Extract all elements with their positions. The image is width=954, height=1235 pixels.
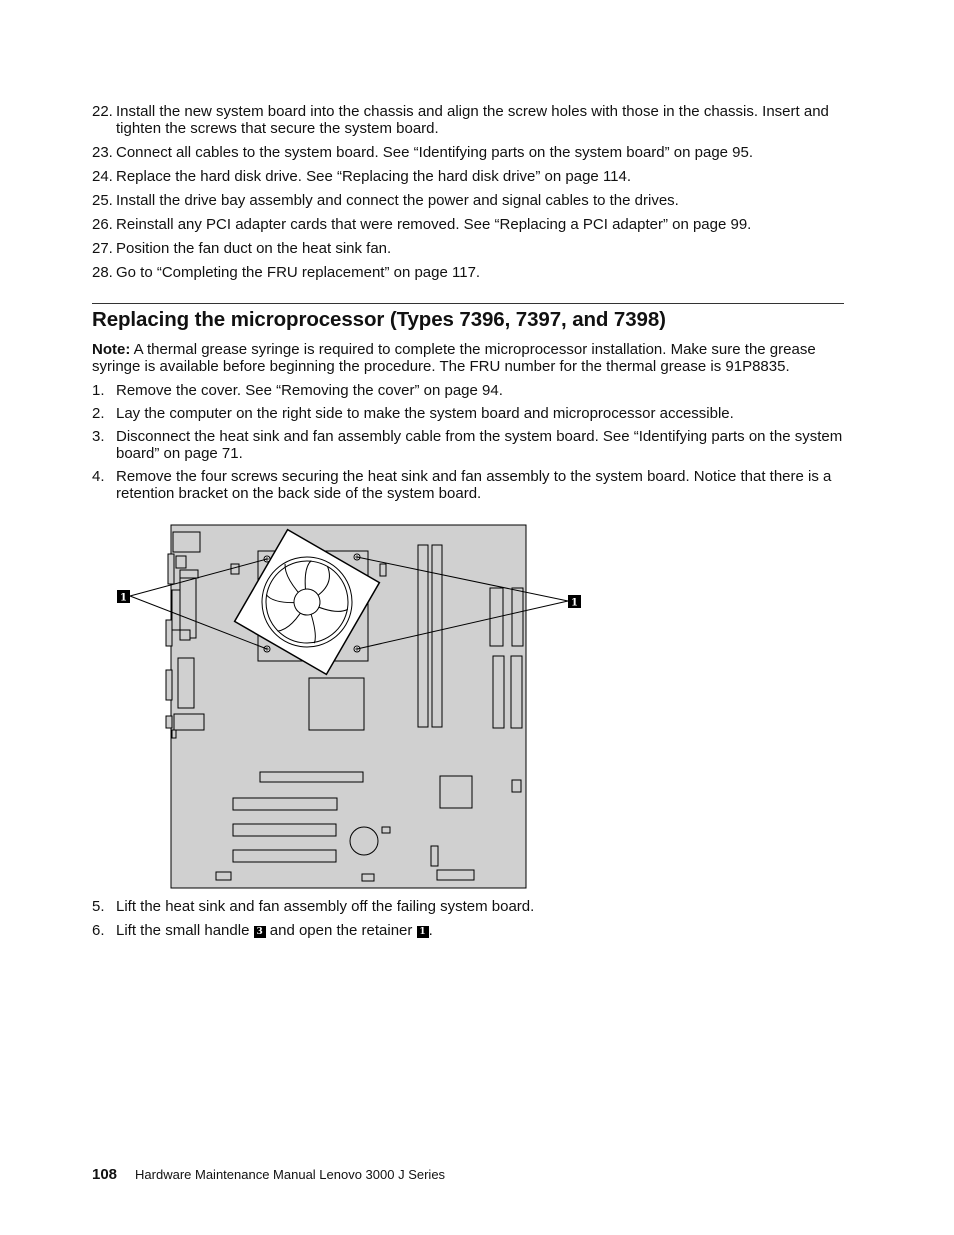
bottom-header: [216, 872, 231, 880]
pci-slot: [233, 850, 336, 862]
step-text-a: Lift the small handle: [116, 922, 250, 939]
front-panel-header: [431, 846, 438, 866]
step-text: Lay the computer on the right side to make the system board and microprocessor accessible.: [116, 405, 734, 422]
callout-badge: 1: [417, 926, 429, 938]
step-text: Remove the four screws securing the heat sink and fan assembly to the system board. Notice that there is a retention bracket on the back side of the system board.: [116, 468, 832, 502]
callout-badge: 3: [254, 926, 266, 938]
step-number: 28.: [92, 264, 113, 281]
step-number: 26.: [92, 216, 113, 233]
step-number: 24.: [92, 168, 113, 185]
rear-connector: [174, 714, 204, 730]
system-board-figure: [110, 520, 590, 892]
footer-title: Hardware Maintenance Manual Lenovo 3000 J Series: [135, 1167, 446, 1182]
list-item: [92, 898, 852, 915]
list-item: [92, 192, 852, 209]
pci-slot: [233, 824, 336, 836]
step-number: 3.: [92, 428, 105, 445]
list-item: [92, 144, 852, 161]
bottom-header: [437, 870, 474, 880]
page-number: 108: [92, 1166, 118, 1183]
step-text: Lift the heat sink and fan assembly off the failing system board.: [116, 898, 535, 915]
rear-connector: [166, 620, 172, 646]
step-text: Reinstall any PCI adapter cards that were removed. See “Replacing a PCI adapter” on page 99.: [116, 216, 752, 233]
rear-connector: [172, 590, 180, 630]
rear-connector: [180, 578, 196, 638]
list-item: [92, 922, 852, 939]
callout-right: 1: [571, 597, 578, 609]
rear-connector: [176, 556, 186, 568]
rear-connector: [173, 532, 200, 552]
step-number: 27.: [92, 240, 113, 257]
step-number: 23.: [92, 144, 113, 161]
step-number: 2.: [92, 405, 105, 422]
steps-list-mid: [92, 382, 852, 508]
drive-connector: [512, 588, 523, 646]
rear-connector: [166, 716, 172, 728]
small-header: [231, 564, 239, 574]
note-label: Note:: [92, 341, 131, 358]
memory-slot: [432, 545, 442, 727]
list-item: [92, 264, 852, 281]
chipset: [440, 776, 472, 808]
step-number: 6.: [92, 922, 105, 939]
rear-connector: [178, 658, 194, 708]
step-number: 25.: [92, 192, 113, 209]
small-header: [380, 564, 386, 576]
note-text: A thermal grease syringe is required to complete the microprocessor installation. Make sure the grease syringe is available before beginning the procedure. The FRU number for the thermal grease is 91P8835.: [92, 341, 816, 375]
list-item: [92, 240, 852, 257]
small-jumper: [382, 827, 390, 833]
drive-connector: [511, 656, 522, 728]
step-number: 22.: [92, 103, 113, 120]
step-text: Install the new system board into the chassis and align the screw holes with those in the chassis. Insert and tighten the screws that secure the system board.: [116, 103, 829, 137]
bottom-header: [362, 874, 374, 881]
step-text: Position the fan duct on the heat sink fan.: [116, 240, 392, 257]
step-text: Replace the hard disk drive. See “Replacing the hard disk drive” on page 114.: [116, 168, 632, 185]
cpu-socket: [309, 678, 364, 730]
step-text-b: and open the retainer: [269, 922, 413, 939]
rear-connector: [168, 554, 174, 584]
step-number: 4.: [92, 468, 105, 485]
note-paragraph: [92, 341, 852, 375]
rear-connector: [166, 670, 172, 700]
page-footer: [92, 1166, 445, 1183]
section-heading: Replacing the microprocessor (Types 7396, 7397, and 7398): [92, 308, 666, 331]
step-text: Disconnect the heat sink and fan assembly cable from the system board. See “Identifying parts on the system board” on page 71.: [116, 428, 843, 462]
list-item: [92, 428, 852, 462]
steps-list-top: [92, 103, 852, 288]
list-item: [92, 382, 852, 399]
step-text: Install the drive bay assembly and connect the power and signal cables to the drives.: [116, 192, 679, 209]
list-item: [92, 216, 852, 233]
step-text-c: .: [428, 922, 433, 939]
rear-connector: [172, 730, 176, 738]
step-text: Remove the cover. See “Removing the cover” on page 94.: [116, 382, 503, 399]
step-number: 1.: [92, 382, 105, 399]
list-item: [92, 405, 852, 422]
list-item: [92, 103, 852, 137]
battery: [350, 827, 378, 855]
section-divider: [92, 303, 844, 304]
memory-slot: [418, 545, 428, 727]
step-number: 5.: [92, 898, 105, 915]
list-item: [92, 168, 852, 185]
pci-express-slot: [260, 772, 363, 782]
list-item: [92, 468, 852, 502]
drive-connector: [493, 656, 504, 728]
step-text: Connect all cables to the system board. See “Identifying parts on the system board” on page 95.: [116, 144, 754, 161]
step-text: Go to “Completing the FRU replacement” on page 117.: [116, 264, 481, 281]
rear-connector: [180, 570, 198, 578]
rear-connector: [180, 630, 190, 640]
steps-list-bottom: [92, 898, 852, 946]
small-jumper: [512, 780, 521, 792]
pci-slot: [233, 798, 337, 810]
callout-left: 1: [120, 592, 127, 604]
